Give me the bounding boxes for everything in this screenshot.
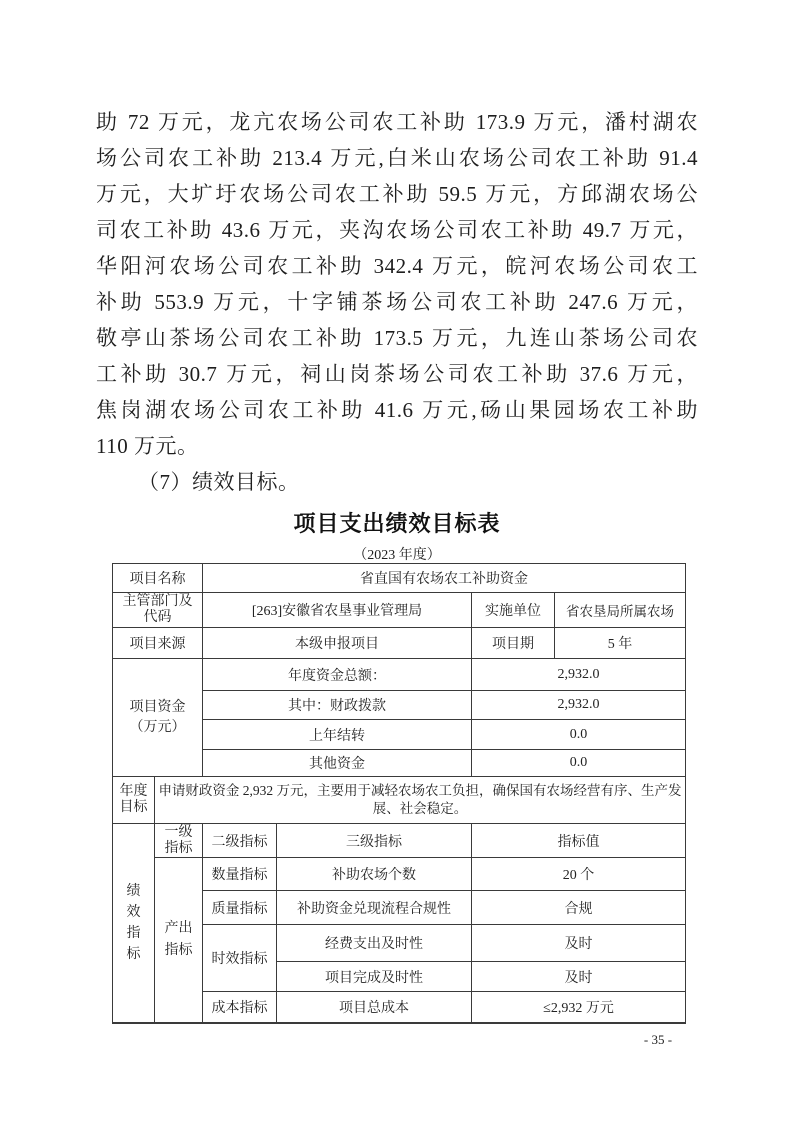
- table-row: [113, 777, 686, 824]
- cost-indicator-label: 成本指标: [203, 992, 277, 1023]
- indicator-value: ≤2,932 万元: [472, 992, 686, 1023]
- indicator-name: 项目总成本: [277, 992, 472, 1023]
- dept-value: [263]安徽省农垦事业管理局: [203, 593, 472, 628]
- funds-fiscal-label: 其中：财政拨款: [203, 691, 472, 720]
- level1-header: 一级 指标: [155, 824, 203, 858]
- annual-goal-text: 申请财政资金 2,932 万元，主要用于减轻农场农工负担，确保国有农场经营有序、生产发展、社会稳定。: [155, 777, 686, 824]
- level3-header: 三级指标: [277, 824, 472, 858]
- project-name-value: 省直国有农场农工补助资金: [203, 564, 686, 593]
- funds-carryover-value: 0.0: [472, 720, 686, 750]
- funds-total-label: 年度资金总额：: [203, 659, 472, 691]
- body-line-item-7: （7）绩效目标。: [138, 470, 300, 494]
- period-value: 5 年: [555, 628, 686, 659]
- table-subtitle-year: （2023 年度）: [353, 548, 441, 563]
- period-label: 项目期: [472, 628, 555, 659]
- body-line: 万元，大圹圩农场公司农工补助 59.5 万元，方邱湖农场公: [96, 182, 698, 206]
- source-label: 项目来源: [113, 628, 203, 659]
- indicator-name: 补助农场个数: [277, 858, 472, 891]
- page-number: - 35 -: [643, 1032, 673, 1047]
- body-line: 工补助 30.7 万元，祠山岗茶场公司农工补助 37.6 万元，: [96, 362, 698, 386]
- body-line: 110 万元。: [96, 434, 199, 458]
- perf-indicator-group-label: 绩 效 指 标: [113, 824, 155, 1023]
- funds-total-value: 2,932.0: [472, 659, 686, 691]
- indicator-name: 补助资金兑现流程合规性: [277, 891, 472, 925]
- funds-carryover-label: 上年结转: [203, 720, 472, 750]
- funds-other-label: 其他资金: [203, 750, 472, 777]
- impl-unit-label: 实施单位: [472, 593, 555, 628]
- body-line: 司农工补助 43.6 万元，夹沟农场公司农工补助 49.7 万元，: [96, 218, 698, 242]
- body-line: 助 72 万元，龙亢农场公司农工补助 173.9 万元，潘村湖农: [96, 110, 698, 134]
- body-line: 焦岗湖农场公司农工补助 41.6 万元,砀山果园场农工补助: [96, 398, 698, 422]
- performance-target-table: [112, 563, 686, 1024]
- body-line: 补助 553.9 万元，十字铺茶场公司农工补助 247.6 万元，: [96, 290, 698, 314]
- indicator-name: 项目完成及时性: [277, 962, 472, 992]
- source-value: 本级申报项目: [203, 628, 472, 659]
- table-title: 项目支出绩效目标表: [293, 511, 501, 536]
- value-header: 指标值: [472, 824, 686, 858]
- indicator-value: 20 个: [472, 858, 686, 891]
- table-row: [113, 858, 686, 891]
- paragraph-block: [96, 104, 698, 500]
- funds-fiscal-value: 2,932.0: [472, 691, 686, 720]
- impl-unit-value: 省农垦局所属农场: [555, 593, 686, 628]
- annual-goal-label: 年度 目标: [113, 777, 155, 824]
- quantity-indicator-label: 数量指标: [203, 858, 277, 891]
- quality-indicator-label: 质量指标: [203, 891, 277, 925]
- body-line: 敬亭山茶场公司农工补助 173.5 万元，九连山茶场公司农: [96, 326, 698, 350]
- funds-other-value: 0.0: [472, 750, 686, 777]
- level2-header: 二级指标: [203, 824, 277, 858]
- table-row: [113, 628, 686, 659]
- funds-label: 项目资金 （万元）: [113, 659, 203, 777]
- table-row: [113, 659, 686, 691]
- table-row: [113, 564, 686, 593]
- timeliness-indicator-label: 时效指标: [203, 925, 277, 992]
- indicator-name: 经费支出及时性: [277, 925, 472, 962]
- body-line: 场公司农工补助 213.4 万元,白米山农场公司农工补助 91.4: [96, 146, 698, 170]
- table-row: [113, 593, 686, 628]
- dept-label: 主管部门及 代码: [113, 593, 203, 628]
- project-name-label: 项目名称: [113, 564, 203, 593]
- table-row: [113, 824, 686, 858]
- indicator-value: 及时: [472, 925, 686, 962]
- indicator-value: 合规: [472, 891, 686, 925]
- indicator-value: 及时: [472, 962, 686, 992]
- body-line: 华阳河农场公司农工补助 342.4 万元，皖河农场公司农工: [96, 254, 698, 278]
- output-indicator-label: 产出 指标: [155, 858, 203, 1023]
